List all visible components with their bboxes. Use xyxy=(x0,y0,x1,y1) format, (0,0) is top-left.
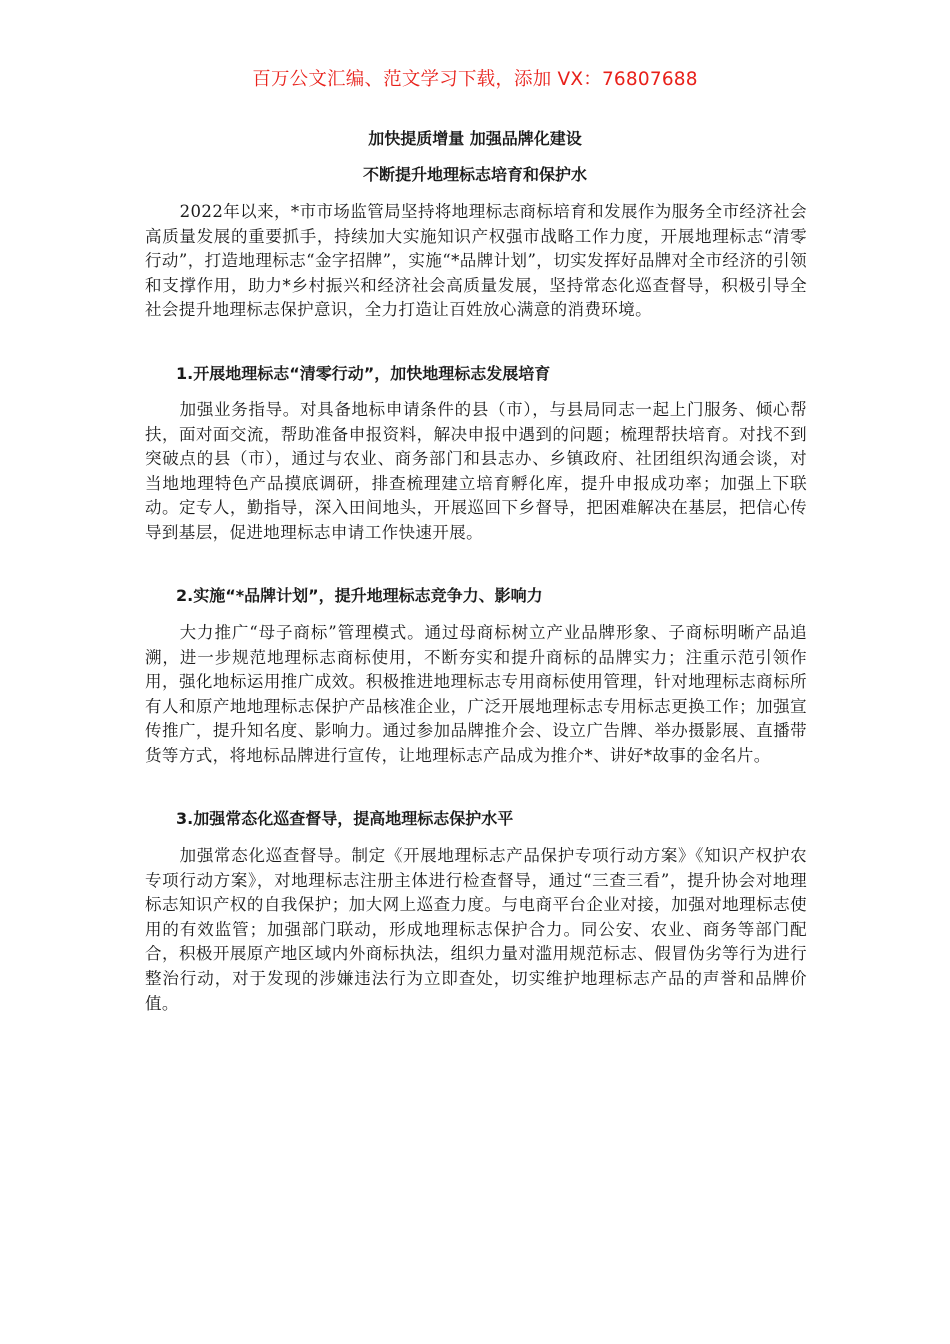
section-paragraph-3: 加强常态化巡查督导。制定《开展地理标志产品保护专项行动方案》《知识产权护农专项行动方案》，对地理标志注册主体进行检查督导，通过“三查三看”，提升协会对地理标志知识产权的自我保护；加大网上巡查力度。与电商平台企业对接，加强对地理标志使用的有效监管；加强部门联动，形成地理标志保护合力。同公安、农业、商务等部门配合，积极开展原产地区域内外商标执法，组织力量对滥用规范标志、假冒伪劣等行为进行整治行动，对于发现的涉嫌违法行为立即查处，切实维护地理标志产品的声誉和品牌价值。 xyxy=(145,846,807,1013)
section-body-block-3 xyxy=(145,844,807,1016)
document-title: 加快提质增量 加强品牌化建设 xyxy=(368,129,582,148)
intro-paragraph-block xyxy=(145,200,807,323)
intro-paragraph: 2022年以来，*市市场监管局坚持将地理标志商标培育和发展作为服务全市经济社会高质量发展的重要抓手，持续加大实施知识产权强市战略工作力度，开展地理标志“清零行动”，打造地理标志“金字招牌”，实施“*品牌计划”，切实发挥好品牌对全市经济的引领和支撑作用，助力*乡村振兴和经济社会高质量发展，坚持常态化巡查督导，积极引导全社会提升地理标志保护意识，全力打造让百姓放心满意的消费环境。 xyxy=(145,202,807,320)
section-heading-1: 1.开展地理标志“清零行动”，加快地理标志发展培育 xyxy=(176,364,551,383)
section-paragraph-1: 加强业务指导。对具备地标申请条件的县（市），与县局同志一起上门服务、倾心帮扶，面对面交流，帮助准备申报资料，解决申报中遇到的问题；梳理帮扶培育。对找不到突破点的县（市），通过与农业、商务部门和县志办、乡镇政府、社团组织沟通会谈，对当地地理特色产品摸底调研，排查梳理建立培育孵化库，提升申报成功率；加强上下联动。定专人，勤指导，深入田间地头，开展巡回下乡督导，把困难解决在基层，把信心传导到基层，促进地理标志申请工作快速开展。 xyxy=(145,400,807,542)
section-paragraph-2: 大力推广“母子商标”管理模式。通过母商标树立产业品牌形象、子商标明晰产品追溯，进一步规范地理标志商标使用，不断夯实和提升商标的品牌实力；注重示范引领作用，强化地标运用推广成效。积极推进地理标志专用商标使用管理，针对地理标志商标所有人和原产地地理标志保护产品核准企业，广泛开展地理标志专用标志更换工作；加强宣传推广，提升知名度、影响力。通过参加品牌推介会、设立广告牌、举办摄影展、直播带货等方式，将地标品牌进行宣传，让地理标志产品成为推介*、讲好*故事的金名片。 xyxy=(145,623,807,765)
header-banner: 百万公文汇编、范文学习下载，添加 VX：76807688 xyxy=(252,69,698,90)
section-heading-3: 3.加强常态化巡查督导，提高地理标志保护水平 xyxy=(176,809,514,828)
document-subtitle: 不断提升地理标志培育和保护水 xyxy=(362,165,587,184)
section-heading-2: 2.实施“*品牌计划”，提升地理标志竞争力、影响力 xyxy=(176,586,543,605)
section-body-block-2 xyxy=(145,621,807,769)
section-body-block-1 xyxy=(145,398,807,546)
